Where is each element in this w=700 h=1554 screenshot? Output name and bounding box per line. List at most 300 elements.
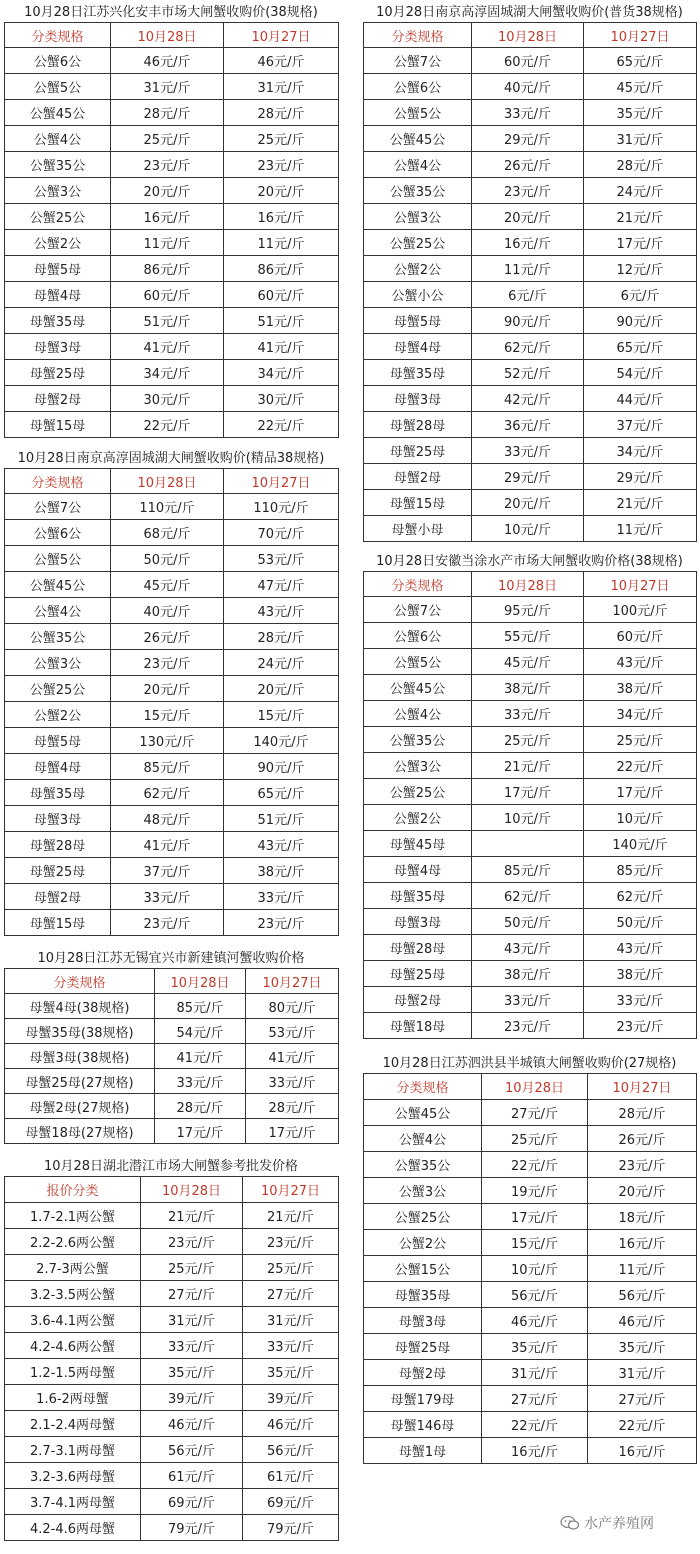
price-cell: 60元/斤 xyxy=(111,282,224,308)
price-cell: 23元/斤 xyxy=(584,1013,697,1039)
table-row xyxy=(364,152,697,178)
table-row xyxy=(364,282,697,308)
price-table xyxy=(4,22,339,438)
price-cell: 22元/斤 xyxy=(482,1152,588,1178)
spec-cell: 母蟹5母 xyxy=(5,728,111,754)
spec-cell: 4.2-4.6两母蟹 xyxy=(5,1515,141,1541)
price-cell: 53元/斤 xyxy=(224,546,339,572)
spec-cell: 母蟹2母 xyxy=(5,386,111,412)
price-cell: 38元/斤 xyxy=(472,961,584,987)
spec-cell: 公蟹2公 xyxy=(364,1230,482,1256)
spec-cell: 母蟹3母 xyxy=(364,386,472,412)
price-cell: 69元/斤 xyxy=(243,1489,339,1515)
price-cell: 55元/斤 xyxy=(472,623,584,649)
price-cell: 31元/斤 xyxy=(243,1307,339,1333)
spec-cell: 母蟹15母 xyxy=(5,412,111,438)
column-header: 10月27日 xyxy=(243,1177,339,1203)
spec-cell: 公蟹35公 xyxy=(364,178,472,204)
table-row xyxy=(364,1126,697,1152)
price-cell: 23元/斤 xyxy=(111,910,224,936)
spec-cell: 3.2-3.5两公蟹 xyxy=(5,1281,141,1307)
block-title: 10月28日安徽当涂水产市场大闸蟹收购价格(38规格) xyxy=(376,554,683,569)
spec-cell: 母蟹18母 xyxy=(364,1013,472,1039)
spec-cell: 公蟹3公 xyxy=(5,650,111,676)
price-table xyxy=(363,1073,697,1464)
table-row xyxy=(5,1385,339,1411)
price-cell: 62元/斤 xyxy=(472,883,584,909)
price-block-gucheng-regular xyxy=(363,4,696,542)
price-cell: 19元/斤 xyxy=(482,1178,588,1204)
spec-cell: 公蟹5公 xyxy=(5,546,111,572)
spec-cell: 公蟹3公 xyxy=(364,753,472,779)
table-header-row xyxy=(5,469,339,494)
column-header: 分类规格 xyxy=(5,469,111,494)
spec-cell: 公蟹3公 xyxy=(364,204,472,230)
column-header: 10月28日 xyxy=(111,469,224,494)
price-cell: 47元/斤 xyxy=(224,572,339,598)
spec-cell: 母蟹25母(27规格) xyxy=(5,1069,155,1094)
table-row xyxy=(5,1307,339,1333)
spec-cell: 公蟹35公 xyxy=(5,152,111,178)
price-cell: 11元/斤 xyxy=(588,1256,697,1282)
price-block-gucheng-premium xyxy=(4,450,338,936)
price-cell: 10元/斤 xyxy=(472,805,584,831)
price-cell: 65元/斤 xyxy=(224,780,339,806)
price-cell: 17元/斤 xyxy=(246,1119,339,1144)
price-cell: 25元/斤 xyxy=(482,1126,588,1152)
table-row xyxy=(364,649,697,675)
price-cell: 79元/斤 xyxy=(243,1515,339,1541)
spec-cell: 母蟹25母 xyxy=(364,961,472,987)
price-cell: 56元/斤 xyxy=(243,1437,339,1463)
price-cell: 79元/斤 xyxy=(141,1515,243,1541)
price-cell: 46元/斤 xyxy=(243,1411,339,1437)
spec-cell: 母蟹35母 xyxy=(364,1282,482,1308)
spec-cell: 公蟹4公 xyxy=(364,701,472,727)
column-header: 10月28日 xyxy=(482,1074,588,1100)
price-cell: 25元/斤 xyxy=(111,126,224,152)
price-cell: 110元/斤 xyxy=(111,494,224,520)
table-row xyxy=(5,1229,339,1255)
table-row xyxy=(364,412,697,438)
price-cell: 43元/斤 xyxy=(224,832,339,858)
table-header-row xyxy=(364,572,697,597)
table-row xyxy=(5,204,339,230)
price-cell: 46元/斤 xyxy=(224,48,339,74)
price-cell: 90元/斤 xyxy=(472,308,584,334)
table-row xyxy=(5,1281,339,1307)
table-row xyxy=(5,1069,339,1094)
spec-cell: 母蟹35母(38规格) xyxy=(5,1019,155,1044)
spec-cell: 母蟹2母 xyxy=(5,884,111,910)
price-cell: 31元/斤 xyxy=(111,74,224,100)
table-row xyxy=(5,1411,339,1437)
price-cell: 34元/斤 xyxy=(584,701,697,727)
price-cell: 140元/斤 xyxy=(584,831,697,857)
price-cell: 30元/斤 xyxy=(224,386,339,412)
spec-cell: 母蟹小母 xyxy=(364,516,472,542)
price-cell: 28元/斤 xyxy=(588,1100,697,1126)
spec-cell: 公蟹7公 xyxy=(5,494,111,520)
spec-cell: 母蟹3母 xyxy=(364,1308,482,1334)
spec-cell: 母蟹4母 xyxy=(5,282,111,308)
price-cell: 25元/斤 xyxy=(584,727,697,753)
spec-cell: 母蟹35母 xyxy=(5,308,111,334)
price-cell: 43元/斤 xyxy=(584,935,697,961)
block-title: 10月28日湖北潜江市场大闸蟹参考批发价格 xyxy=(43,1159,299,1174)
spec-cell: 公蟹2公 xyxy=(364,256,472,282)
spec-cell: 母蟹4母 xyxy=(5,754,111,780)
price-cell: 54元/斤 xyxy=(155,1019,246,1044)
price-cell: 45元/斤 xyxy=(584,74,697,100)
block-title: 10月28日江苏无锡宜兴市新建镇河蟹收购价格 xyxy=(37,951,305,966)
table-row xyxy=(364,883,697,909)
column-header: 10月27日 xyxy=(224,23,339,48)
price-cell: 65元/斤 xyxy=(584,334,697,360)
price-cell: 85元/斤 xyxy=(584,857,697,883)
price-cell: 17元/斤 xyxy=(155,1119,246,1144)
price-cell: 80元/斤 xyxy=(246,994,339,1019)
spec-cell: 公蟹35公 xyxy=(5,624,111,650)
price-cell: 31元/斤 xyxy=(588,1360,697,1386)
spec-cell: 公蟹2公 xyxy=(5,230,111,256)
spec-cell: 公蟹小公 xyxy=(364,282,472,308)
block-title: 10月28日南京高淳固城湖大闸蟹收购价(普货38规格) xyxy=(376,5,683,20)
price-cell: 51元/斤 xyxy=(224,806,339,832)
block-title: 10月28日南京高淳固城湖大闸蟹收购价(精品38规格) xyxy=(17,451,325,466)
spec-cell: 公蟹5公 xyxy=(5,74,111,100)
price-cell: 33元/斤 xyxy=(111,884,224,910)
spec-cell: 公蟹5公 xyxy=(364,100,472,126)
price-cell: 23元/斤 xyxy=(141,1229,243,1255)
price-cell: 26元/斤 xyxy=(111,624,224,650)
table-row xyxy=(5,308,339,334)
column-header: 分类规格 xyxy=(5,969,155,994)
table-row xyxy=(5,1019,339,1044)
column-header: 10月28日 xyxy=(141,1177,243,1203)
table-row xyxy=(5,256,339,282)
price-cell: 39元/斤 xyxy=(141,1385,243,1411)
table-row xyxy=(364,857,697,883)
price-cell: 33元/斤 xyxy=(141,1333,243,1359)
price-cell: 28元/斤 xyxy=(111,100,224,126)
price-cell: 36元/斤 xyxy=(472,412,584,438)
table-row xyxy=(5,48,339,74)
table-row xyxy=(364,1013,697,1039)
price-cell: 31元/斤 xyxy=(482,1360,588,1386)
table-row xyxy=(364,178,697,204)
spec-cell: 公蟹45公 xyxy=(364,1100,482,1126)
block-title: 10月28日江苏泗洪县半城镇大闸蟹收购价(27规格) xyxy=(382,1056,677,1071)
block-title: 10月28日江苏兴化安丰市场大闸蟹收购价(38规格) xyxy=(24,5,318,20)
price-cell: 28元/斤 xyxy=(224,100,339,126)
spec-cell: 公蟹4公 xyxy=(5,126,111,152)
spec-cell: 公蟹6公 xyxy=(5,520,111,546)
spec-cell: 母蟹4母(38规格) xyxy=(5,994,155,1019)
price-cell: 34元/斤 xyxy=(111,360,224,386)
price-cell: 40元/斤 xyxy=(472,74,584,100)
price-cell: 20元/斤 xyxy=(111,178,224,204)
price-cell: 41元/斤 xyxy=(246,1044,339,1069)
table-row xyxy=(364,805,697,831)
price-cell: 21元/斤 xyxy=(584,204,697,230)
spec-cell: 母蟹45母 xyxy=(364,831,472,857)
table-row xyxy=(364,779,697,805)
price-cell: 20元/斤 xyxy=(224,178,339,204)
price-cell: 38元/斤 xyxy=(224,858,339,884)
price-cell: 18元/斤 xyxy=(588,1204,697,1230)
price-cell: 15元/斤 xyxy=(482,1230,588,1256)
spec-cell: 母蟹3母 xyxy=(5,806,111,832)
table-row xyxy=(5,334,339,360)
price-block-sihong xyxy=(363,1055,696,1464)
spec-cell: 2.1-2.4两母蟹 xyxy=(5,1411,141,1437)
spec-cell: 3.6-4.1两公蟹 xyxy=(5,1307,141,1333)
table-row xyxy=(5,520,339,546)
price-cell: 25元/斤 xyxy=(243,1255,339,1281)
price-cell: 95元/斤 xyxy=(472,597,584,623)
price-cell: 61元/斤 xyxy=(141,1463,243,1489)
table-row xyxy=(5,884,339,910)
price-cell: 15元/斤 xyxy=(224,702,339,728)
table-row xyxy=(364,438,697,464)
table-row xyxy=(364,74,697,100)
price-cell: 56元/斤 xyxy=(588,1282,697,1308)
price-cell: 34元/斤 xyxy=(224,360,339,386)
price-cell: 17元/斤 xyxy=(472,779,584,805)
price-cell: 46元/斤 xyxy=(111,48,224,74)
spec-cell: 公蟹15公 xyxy=(364,1256,482,1282)
spec-cell: 公蟹25公 xyxy=(364,230,472,256)
spec-cell: 母蟹1母 xyxy=(364,1438,482,1464)
table-row xyxy=(364,909,697,935)
table-row xyxy=(364,48,697,74)
spec-cell: 母蟹2母 xyxy=(364,464,472,490)
column-header: 10月28日 xyxy=(472,23,584,48)
table-row xyxy=(5,858,339,884)
price-cell: 34元/斤 xyxy=(584,438,697,464)
price-cell: 50元/斤 xyxy=(111,546,224,572)
price-cell: 86元/斤 xyxy=(224,256,339,282)
price-cell: 37元/斤 xyxy=(584,412,697,438)
column-header: 分类规格 xyxy=(364,572,472,597)
table-row xyxy=(364,727,697,753)
spec-cell: 公蟹6公 xyxy=(364,74,472,100)
price-cell: 23元/斤 xyxy=(472,1013,584,1039)
price-cell: 46元/斤 xyxy=(482,1308,588,1334)
price-cell: 61元/斤 xyxy=(243,1463,339,1489)
price-cell: 40元/斤 xyxy=(111,598,224,624)
price-cell: 35元/斤 xyxy=(482,1334,588,1360)
spec-cell: 母蟹2母(27规格) xyxy=(5,1094,155,1119)
spec-cell: 公蟹45公 xyxy=(364,126,472,152)
spec-cell: 母蟹28母 xyxy=(364,412,472,438)
table-row xyxy=(5,230,339,256)
price-cell: 22元/斤 xyxy=(482,1412,588,1438)
spec-cell: 母蟹5母 xyxy=(364,308,472,334)
table-row xyxy=(364,386,697,412)
price-cell: 39元/斤 xyxy=(243,1385,339,1411)
price-cell: 17元/斤 xyxy=(584,230,697,256)
spec-cell: 母蟹15母 xyxy=(364,490,472,516)
table-row xyxy=(5,386,339,412)
spec-cell: 母蟹28母 xyxy=(5,832,111,858)
price-cell: 23元/斤 xyxy=(111,650,224,676)
price-cell: 24元/斤 xyxy=(224,650,339,676)
price-cell: 48元/斤 xyxy=(111,806,224,832)
price-table xyxy=(363,22,697,542)
price-cell: 27元/斤 xyxy=(588,1386,697,1412)
price-cell: 23元/斤 xyxy=(224,152,339,178)
table-row xyxy=(5,994,339,1019)
price-cell: 26元/斤 xyxy=(588,1126,697,1152)
price-cell: 33元/斤 xyxy=(224,884,339,910)
table-row xyxy=(364,204,697,230)
table-row xyxy=(364,961,697,987)
price-cell: 54元/斤 xyxy=(584,360,697,386)
table-row xyxy=(5,676,339,702)
price-cell: 68元/斤 xyxy=(111,520,224,546)
spec-cell: 母蟹25母 xyxy=(364,1334,482,1360)
price-block-yixing xyxy=(4,950,338,1144)
spec-cell: 母蟹25母 xyxy=(5,360,111,386)
table-row xyxy=(364,1412,697,1438)
price-cell: 20元/斤 xyxy=(588,1178,697,1204)
price-cell: 12元/斤 xyxy=(584,256,697,282)
table-row xyxy=(5,1515,339,1541)
price-cell: 22元/斤 xyxy=(224,412,339,438)
table-header-row xyxy=(364,1074,697,1100)
price-cell: 35元/斤 xyxy=(243,1359,339,1385)
table-row xyxy=(5,1463,339,1489)
spec-cell: 1.7-2.1两公蟹 xyxy=(5,1203,141,1229)
table-row xyxy=(364,1230,697,1256)
table-row xyxy=(5,74,339,100)
table-row xyxy=(5,1203,339,1229)
price-cell: 45元/斤 xyxy=(472,649,584,675)
price-cell: 60元/斤 xyxy=(472,48,584,74)
price-cell: 17元/斤 xyxy=(584,779,697,805)
spec-cell: 2.7-3两公蟹 xyxy=(5,1255,141,1281)
price-cell: 6元/斤 xyxy=(584,282,697,308)
table-row xyxy=(5,832,339,858)
price-cell: 41元/斤 xyxy=(111,832,224,858)
price-cell: 52元/斤 xyxy=(472,360,584,386)
table-row xyxy=(364,1334,697,1360)
spec-cell: 公蟹45公 xyxy=(5,572,111,598)
spec-cell: 母蟹15母 xyxy=(5,910,111,936)
table-row xyxy=(5,126,339,152)
table-row xyxy=(364,623,697,649)
price-cell: 24元/斤 xyxy=(584,178,697,204)
price-cell: 41元/斤 xyxy=(111,334,224,360)
column-header: 10月27日 xyxy=(584,572,697,597)
table-row xyxy=(5,494,339,520)
price-cell: 33元/斤 xyxy=(472,100,584,126)
spec-cell: 母蟹18母(27规格) xyxy=(5,1119,155,1144)
spec-cell: 母蟹179母 xyxy=(364,1386,482,1412)
price-cell: 50元/斤 xyxy=(472,909,584,935)
price-cell: 22元/斤 xyxy=(111,412,224,438)
spec-cell: 公蟹6公 xyxy=(5,48,111,74)
price-cell: 21元/斤 xyxy=(243,1203,339,1229)
table-row xyxy=(364,334,697,360)
price-cell: 60元/斤 xyxy=(224,282,339,308)
price-cell: 62元/斤 xyxy=(472,334,584,360)
price-cell: 23元/斤 xyxy=(588,1152,697,1178)
price-cell: 43元/斤 xyxy=(472,935,584,961)
price-cell: 21元/斤 xyxy=(584,490,697,516)
price-cell: 16元/斤 xyxy=(224,204,339,230)
price-cell: 140元/斤 xyxy=(224,728,339,754)
spec-cell: 3.7-4.1两母蟹 xyxy=(5,1489,141,1515)
price-cell: 15元/斤 xyxy=(111,702,224,728)
price-cell: 33元/斤 xyxy=(472,701,584,727)
column-header: 分类规格 xyxy=(364,1074,482,1100)
table-row xyxy=(364,1438,697,1464)
price-cell: 38元/斤 xyxy=(584,675,697,701)
price-cell: 6元/斤 xyxy=(472,282,584,308)
price-cell: 27元/斤 xyxy=(141,1281,243,1307)
table-row xyxy=(5,412,339,438)
price-cell: 23元/斤 xyxy=(472,178,584,204)
spec-cell: 母蟹4母 xyxy=(364,334,472,360)
price-cell: 11元/斤 xyxy=(224,230,339,256)
table-row xyxy=(364,1360,697,1386)
column-header: 10月27日 xyxy=(588,1074,697,1100)
price-table xyxy=(4,468,339,936)
price-cell: 25元/斤 xyxy=(472,727,584,753)
table-header-row xyxy=(364,23,697,48)
price-cell: 16元/斤 xyxy=(472,230,584,256)
price-cell: 29元/斤 xyxy=(472,464,584,490)
table-row xyxy=(364,230,697,256)
spec-cell: 母蟹25母 xyxy=(5,858,111,884)
price-cell: 28元/斤 xyxy=(224,624,339,650)
spec-cell: 公蟹45公 xyxy=(5,100,111,126)
spec-cell: 1.6-2两母蟹 xyxy=(5,1385,141,1411)
price-cell: 33元/斤 xyxy=(472,987,584,1013)
price-cell: 35元/斤 xyxy=(141,1359,243,1385)
price-cell: 21元/斤 xyxy=(472,753,584,779)
column-header: 10月28日 xyxy=(472,572,584,597)
price-cell: 31元/斤 xyxy=(224,74,339,100)
price-cell: 37元/斤 xyxy=(111,858,224,884)
price-cell: 62元/斤 xyxy=(584,883,697,909)
price-table xyxy=(4,968,339,1144)
column-header: 10月27日 xyxy=(584,23,697,48)
price-cell: 23元/斤 xyxy=(243,1229,339,1255)
table-row xyxy=(5,1044,339,1069)
price-cell: 70元/斤 xyxy=(224,520,339,546)
table-header-row xyxy=(5,1177,339,1203)
table-row xyxy=(364,987,697,1013)
table-row xyxy=(5,282,339,308)
price-cell: 43元/斤 xyxy=(224,598,339,624)
table-row xyxy=(364,1178,697,1204)
price-cell: 11元/斤 xyxy=(111,230,224,256)
column-header: 报价分类 xyxy=(5,1177,141,1203)
spec-cell: 公蟹3公 xyxy=(5,178,111,204)
spec-cell: 母蟹3母 xyxy=(364,909,472,935)
table-row xyxy=(364,516,697,542)
table-header-row xyxy=(5,23,339,48)
table-row xyxy=(364,753,697,779)
table-row xyxy=(364,256,697,282)
price-cell: 33元/斤 xyxy=(246,1069,339,1094)
price-cell: 33元/斤 xyxy=(584,987,697,1013)
price-cell: 46元/斤 xyxy=(141,1411,243,1437)
